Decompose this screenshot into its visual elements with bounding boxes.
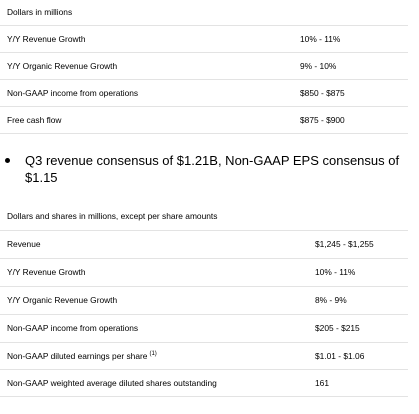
row-label: Non-GAAP income from operations	[7, 323, 139, 333]
table-row	[0, 106, 408, 133]
row-label: Y/Y Revenue Growth	[7, 33, 86, 44]
row-label: Non-GAAP income from operations	[7, 87, 139, 98]
row-value: $205 - $215	[315, 323, 360, 333]
bullet-dot-icon	[5, 158, 10, 163]
row-label: Free cash flow	[7, 114, 62, 125]
table-row	[0, 52, 408, 79]
footnote-marker: (1)	[149, 350, 157, 357]
table-header-row	[0, 203, 408, 230]
table-row	[0, 258, 408, 286]
row-value: $850 - $875	[300, 87, 345, 98]
table-header-label: Dollars and shares in millions, except per share amounts	[7, 211, 218, 222]
table-row	[0, 79, 408, 106]
table-row	[0, 25, 408, 52]
row-label: Non-GAAP weighted average diluted shares outstanding	[7, 377, 217, 388]
row-label: Revenue	[7, 239, 41, 249]
row-value: 8% - 9%	[315, 295, 347, 305]
table-row	[0, 230, 408, 258]
row-value: 161	[315, 377, 329, 388]
row-label: Non-GAAP diluted earnings per share	[7, 350, 148, 361]
row-label: Y/Y Revenue Growth	[7, 267, 86, 277]
row-value: 10% - 11%	[315, 267, 356, 277]
row-label: Y/Y Organic Revenue Growth	[7, 295, 118, 305]
row-label: Y/Y Organic Revenue Growth	[7, 60, 118, 71]
annual-guidance-table	[0, 0, 408, 134]
table-row	[0, 342, 408, 369]
table-header-label: Dollars in millions	[7, 7, 73, 18]
table-row	[0, 286, 408, 314]
consensus-text: Q3 revenue consensus of $1.21B, Non-GAAP EPS consensus of $1.15	[25, 153, 400, 185]
consensus-bullet	[0, 149, 410, 191]
row-value: 10% - 11%	[300, 33, 341, 44]
table-row	[0, 369, 408, 396]
row-value: $1.01 - $1.06	[315, 350, 365, 361]
table-row	[0, 314, 408, 342]
row-value: $1,245 - $1,255	[315, 239, 374, 249]
row-label-cell	[0, 342, 308, 369]
row-value: 9% - 10%	[300, 60, 337, 71]
q3-guidance-table	[0, 203, 408, 397]
row-value: $875 - $900	[300, 114, 345, 125]
table-header-row	[0, 0, 408, 25]
